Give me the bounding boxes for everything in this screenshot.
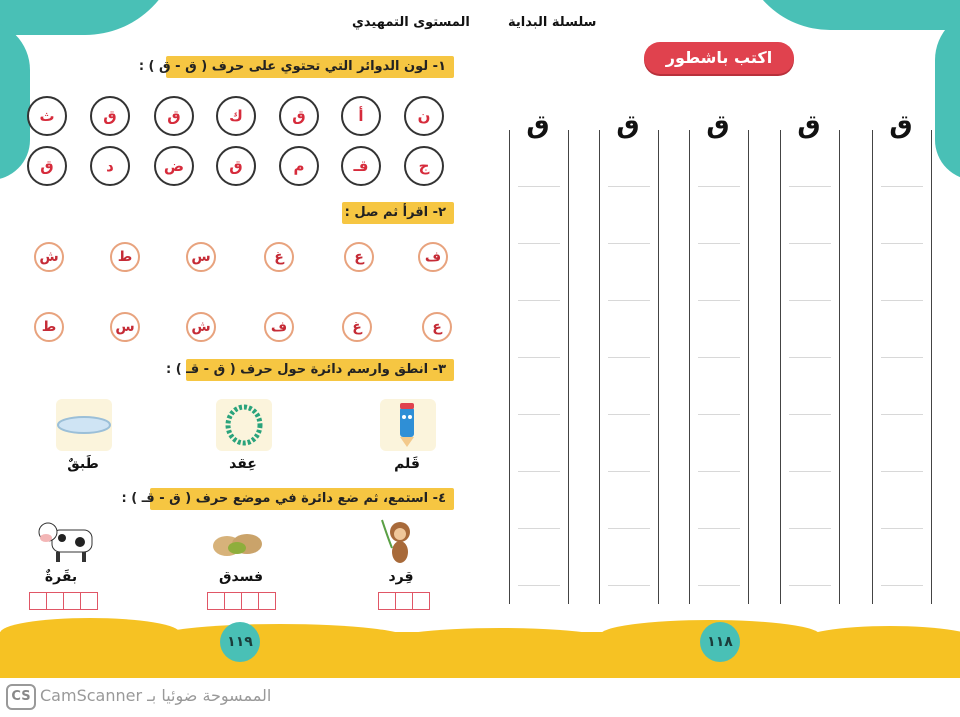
header-series: سلسلة البداية (508, 15, 597, 30)
cow-icon (36, 516, 98, 566)
pencil-card (380, 399, 436, 451)
letter-small-circle[interactable]: غ (264, 242, 294, 272)
letter-small-circle[interactable]: غ (342, 312, 372, 342)
right-page-title: اكتب باشطور (644, 42, 794, 74)
answer-boxes[interactable] (208, 592, 276, 610)
word-qalam: قَلم (394, 456, 420, 472)
camscanner-logo: CS (6, 684, 36, 710)
decor-blob-top-right (740, 0, 960, 30)
answer-boxes[interactable] (379, 592, 430, 610)
model-letter: ق (616, 110, 640, 140)
word-fustuq: فسدق (218, 569, 264, 585)
decor-blob-left (0, 20, 30, 180)
letter-circle[interactable]: قـ (341, 146, 381, 186)
necklace-icon (216, 399, 272, 451)
section2-title: ٢- اقرأ ثم صل : (342, 202, 454, 224)
letter-small-circle[interactable]: ش (186, 312, 216, 342)
pencil-icon (380, 399, 436, 451)
plate-card (56, 399, 112, 451)
page-number-right: ١١٨ (700, 622, 740, 662)
decor-blob-right (935, 10, 960, 180)
necklace-card (216, 399, 272, 451)
letter-circle[interactable]: ث (27, 96, 67, 136)
section4-title: ٤- استمع، ثم ضع دائرة في موضع حرف ( ق - قـ ) : (150, 488, 454, 510)
word-qird: قِرد (388, 569, 414, 585)
model-letter: ق (706, 110, 730, 140)
writing-column[interactable] (780, 130, 840, 604)
letter-small-circle[interactable]: ع (344, 242, 374, 272)
letter-circle[interactable]: ق (90, 96, 130, 136)
letter-circle[interactable]: ق (154, 96, 194, 136)
letter-small-circle[interactable]: ط (34, 312, 64, 342)
letter-small-circle[interactable]: ف (264, 312, 294, 342)
letter-circle[interactable]: ك (216, 96, 256, 136)
word-baqara: بقَرةٌ (44, 569, 78, 585)
word-tabaq: طَبقٌ (67, 456, 99, 472)
letter-circle[interactable]: ن (404, 96, 444, 136)
letter-small-circle[interactable]: س (186, 242, 216, 272)
monkey-icon (378, 518, 422, 568)
letter-small-circle[interactable]: ط (110, 242, 140, 272)
letter-small-circle[interactable]: ش (34, 242, 64, 272)
plate-icon (56, 399, 112, 451)
letter-circle[interactable]: ق (279, 96, 319, 136)
letter-circle[interactable]: ق (216, 146, 256, 186)
letter-small-circle[interactable]: س (110, 312, 140, 342)
camscanner-text: الممسوحة ضوئيا بـ CamScanner (40, 686, 272, 705)
writing-column[interactable] (509, 130, 569, 604)
letter-circle[interactable]: ض (154, 146, 194, 186)
writing-column[interactable] (599, 130, 659, 604)
decor-blob-top-left (0, 0, 180, 35)
letter-small-circle[interactable]: ع (422, 312, 452, 342)
letter-circle[interactable]: م (279, 146, 319, 186)
writing-column[interactable] (872, 130, 932, 604)
model-letter: ق (889, 110, 913, 140)
letter-circle[interactable]: أ (341, 96, 381, 136)
section3-title: ٣- انطق وارسم دائرة حول حرف ( ق - قـ ) : (186, 359, 454, 381)
letter-small-circle[interactable]: ف (418, 242, 448, 272)
letter-circle[interactable]: ق (27, 146, 67, 186)
page-number-left: ١١٩ (220, 622, 260, 662)
section1-title: ١- لون الدوائر التي تحتوي على حرف ( ق - ق ) : (166, 56, 454, 78)
pistachio-icon (207, 526, 269, 564)
letter-circle[interactable]: د (90, 146, 130, 186)
writing-column[interactable] (689, 130, 749, 604)
header-level: المستوى التمهيدي (352, 15, 470, 30)
model-letter: ق (797, 110, 821, 140)
answer-boxes[interactable] (30, 592, 98, 610)
bottom-band (0, 632, 960, 678)
model-letter: ق (526, 110, 550, 140)
letter-circle[interactable]: ج (404, 146, 444, 186)
word-iqd: عِقد (229, 456, 257, 472)
